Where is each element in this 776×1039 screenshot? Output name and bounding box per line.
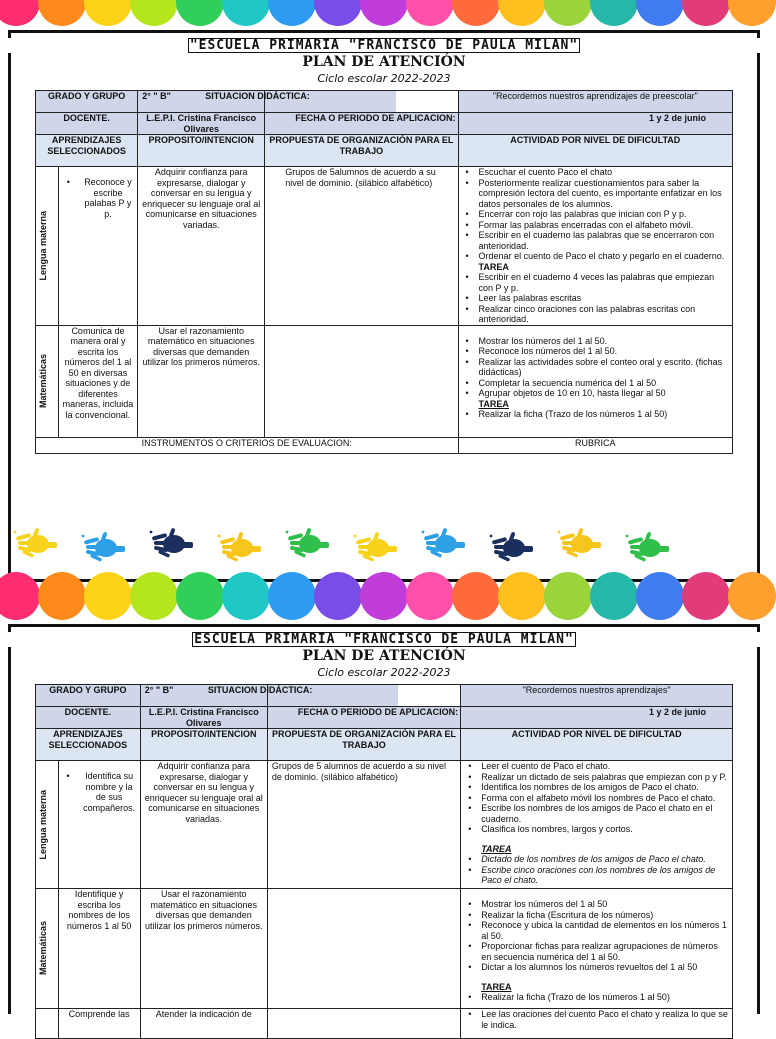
rubrica-value: RUBRICA [458,437,732,453]
decorative-circle [636,0,684,26]
plan-table [35,90,733,454]
decorative-circle [314,572,362,620]
activity-item: • Completar la secuencia numérica del 1 al 50 [461,378,730,389]
decorative-circle [130,0,178,26]
header-actividad: ACTIVIDAD POR NIVEL DE DIFICULTAD [458,135,732,167]
decorative-circle [268,0,316,26]
aprendizaje-mate: Comunica de manera oral y escrita los números del 1 al 50 en diversas situaciones y de diferentes maneras, incluida la convencional. [58,325,138,437]
decorative-circle [682,572,730,620]
propuesta-lengua: Grupos de 5 alumnos de acuerdo a su nivel de dominio. (silábico alfabético) [267,761,460,889]
activities-mate [461,336,730,420]
decorative-circle [682,0,730,26]
activity-item: • Realizar la ficha (Escritura de los números) [463,910,730,921]
activity-item: • Escribir en el cuaderno las palabras que se encerraron con anterioridad. [461,230,730,251]
grado-label: GRADO Y GRUPO [36,685,141,707]
activity-item: • Leer las palabras escritas [461,293,730,304]
proposito-lengua: Adquirir confianza para expresarse, dialogar y conversar en su lengua y enriquecer su lenguaje oral al comunicarse en situaciones variadas. [138,167,265,326]
activity-item: • Lee las oraciones del cuento Paco el chato y realiza lo que se le indica. [463,1009,730,1030]
aprendizaje-lengua: • Reconoce y escribe palabas P y p. [61,177,136,219]
handprint-icon [80,530,126,562]
decorative-circle [544,0,592,26]
activity-item: • Identifica los nombres de los amigos de Paco el chato. [463,782,730,793]
handprint-icon [352,530,398,562]
activity-item: • Dictado de los nombres de los amigos de Paco el chato. [463,854,730,865]
handprint-icon [12,526,58,558]
decorative-circle [176,0,224,26]
decorative-circle [130,572,178,620]
decorative-circle [728,572,776,620]
decorative-circle [498,572,546,620]
school-year: Ciclo escolar 2022-2023 [317,666,451,679]
activity-item: • Escribir en el cuaderno 4 veces las palabras que empiezan con P y p. [461,272,730,293]
fecha-value: 1 y 2 de junio [461,707,733,729]
activity-item: • Clasifica los nombres, largos y cortos. [463,824,730,835]
decorative-circle [498,0,546,26]
decorative-circles-border [0,572,768,622]
decorative-circle [406,572,454,620]
decorative-handprints [0,526,768,566]
header-proposito: PROPOSITO/INTENCION [140,729,267,761]
tarea-heading: TAREA [478,398,509,409]
subject-mate: Matemáticas [36,889,59,1009]
decorative-circle [360,572,408,620]
decorative-circle [0,572,40,620]
activity-item: • Realizar cinco oraciones con las palabras escritas con anterioridad. [461,304,730,325]
handprint-icon [284,526,330,558]
aprendizaje-mate: Identifique y escriba los nombres de los números 1 al 50 [58,889,140,1009]
activity-item: • Escribe cinco oraciones con los nombres de los amigos de Paco el chato. [463,865,730,886]
decorative-circle [222,572,270,620]
decorative-circle [590,0,638,26]
header-propuesta: PROPUESTA DE ORGANIZACIÓN PARA EL TRABAJO [267,729,460,761]
activity-item: • Mostrar los números del 1 al 50 [463,899,730,910]
decorative-circle [728,0,776,26]
handprint-icon [420,526,466,558]
tarea-heading: TAREA [481,843,512,854]
aprendizaje-row3: Comprende las [58,1009,140,1039]
docente-value: L.E.P.I. Cristina Francisco Olivares [140,707,267,729]
activity-item: • Proporcionar fichas para realizar agrupaciones de números en secuencia numérica del 1 al 50. [463,941,730,962]
plan-table [35,684,733,1039]
activity-item: • Realizar la ficha (Trazo de los números 1 al 50) [463,992,730,1003]
proposito-mate: Usar el razonamiento matemático en situaciones diversas que demanden utilizar los primeros números. [140,889,267,1009]
document-header [0,632,768,679]
subject-cell [36,1009,59,1039]
subject-lengua: Lengua materna [36,167,59,326]
activity-item: • Escribe los nombres de los amigos de Paco el chato en el cuaderno. [463,803,730,824]
activity-item: • Mostrar los números del 1 al 50. [461,336,730,347]
activity-item: • Escuchar el cuento Paco el chato [461,167,730,178]
plan-title: PLAN DE ATENCIÓN [302,54,466,70]
decorative-circle [222,0,270,26]
instrumentos-label: INSTRUMENTOS O CRITERIOS DE EVALUACION: [36,437,459,453]
handprint-icon [216,530,262,562]
document-header [0,38,768,85]
decorative-circle [314,0,362,26]
decorative-circle [590,572,638,620]
activity-item: • Realizar las actividades sobre el conteo oral y escrito. (fichas didácticas) [461,357,730,378]
decorative-circle [176,572,224,620]
decorative-circle [452,0,500,26]
document-page-2 [0,594,768,1030]
activity-item: • Leer el cuento de Paco el chato. [463,761,730,772]
tarea-heading: TAREA [478,261,509,272]
decorative-circle [406,0,454,26]
situacion-label: SITUACION DIDÁCTICA: [203,91,396,113]
decorative-circle [452,572,500,620]
aprendizaje-lengua: • Identifica su nombre y la de sus compañeros. [61,771,138,813]
decorative-circle [544,572,592,620]
activity-item: • Reconoce los números del 1 al 50. [461,346,730,357]
situacion-value: "Recordemos nuestros aprendizajes de preescolar" [458,91,732,113]
activity-item: • Formar las palabras encerradas con el alfabeto móvil. [461,220,730,231]
grado-value: 2° " B" [144,685,174,695]
fecha-value: 1 y 2 de junio [458,113,732,135]
handprint-icon [488,530,534,562]
activity-item: • Ordenar el cuento de Paco el chato y pegarlo en el cuaderno. [461,251,730,262]
docente-value: L.E.P.I. Cristina Francisco Olivares [138,113,265,135]
plan-title: PLAN DE ATENCIÓN [302,648,466,664]
decorative-circle [84,0,132,26]
activity-item: • Realizar la ficha (Trazo de los números 1 al 50) [461,409,730,420]
propuesta-lengua: Grupos de 5alumnos de acuerdo a su nivel de dominio. (silábico alfabético) [265,167,458,326]
proposito-lengua: Adquirir confianza para expresarse, dialogar y conversar en su lengua y enriquecer su lenguaje oral al comunicarse en situaciones variadas. [140,761,267,889]
docente-label: DOCENTE. [36,707,141,729]
fecha-label: FECHA O PERIODO DE APLICACION: [267,707,460,729]
activity-item: • Reconoce y ubica la cantidad de elementos en los números 1 al 50. [463,920,730,941]
activities-mate [463,899,730,1003]
activity-item: • Encerrar con rojo las palabras que inician con P y p. [461,209,730,220]
situacion-value: "Recordemos nuestros aprendizajes" [461,685,733,707]
activity-item: • Posteriormente realizar cuestionamientos para saber la compresión lectora del cuento, es importante enfatizar en los datos personales de los alumnos. [461,178,730,210]
docente-label: DOCENTE. [36,113,138,135]
subject-lengua: Lengua materna [36,761,59,889]
header-aprendizajes: APRENDIZAJES SELECCIONADOS [36,729,141,761]
decorative-circle [360,0,408,26]
handprint-icon [556,526,602,558]
activity-item: • Forma con el alfabeto móvil los nombres de Paco el chato. [463,793,730,804]
handprint-icon [148,526,194,558]
proposito-row3: Atender la indicación de [140,1009,267,1039]
decorative-circle [84,572,132,620]
grado-label: GRADO Y GRUPO [36,91,138,113]
decorative-circles-border [0,0,768,28]
handprint-icon [624,530,670,562]
decorative-circle [268,572,316,620]
header-proposito: PROPOSITO/INTENCION [138,135,265,167]
fecha-label: FECHA O PERIODO DE APLICACION: [265,113,458,135]
activities-lengua [461,167,730,325]
activity-item: • Dictar a los alumnos los números revueltos del 1 al 50 [463,962,730,973]
decorative-circle [636,572,684,620]
header-actividad: ACTIVIDAD POR NIVEL DE DIFICULTAD [461,729,733,761]
school-year: Ciclo escolar 2022-2023 [317,72,451,85]
decorative-circle [0,0,40,26]
subject-mate: Matemáticas [36,325,59,437]
activity-item: • Agrupar objetos de 10 en 10, hasta llegar al 50 [461,388,730,399]
header-aprendizajes: APRENDIZAJES SELECCIONADOS [36,135,138,167]
school-name: ESCUELA PRIMARIA "FRANCISCO DE PAULA MILAN" [0,632,768,647]
decorative-circle [38,572,86,620]
activities-lengua [463,761,730,886]
tarea-heading: TAREA [481,981,512,992]
proposito-mate: Usar el razonamiento matemático en situaciones diversas que demanden utilizar los primeros números. [138,325,265,437]
school-name: "ESCUELA PRIMARIA "FRANCISCO DE PAULA MILAN" [0,38,768,53]
activity-item: • Realizar un dictado de seis palabras que empiezan con p y P. [463,772,730,783]
situacion-label: SITUACION DIDÁCTICA: [205,685,398,707]
grado-value: 2° " B" [142,91,171,101]
decorative-circle [38,0,86,26]
header-propuesta: PROPUESTA DE ORGANIZACIÓN PARA EL TRABAJO [265,135,458,167]
